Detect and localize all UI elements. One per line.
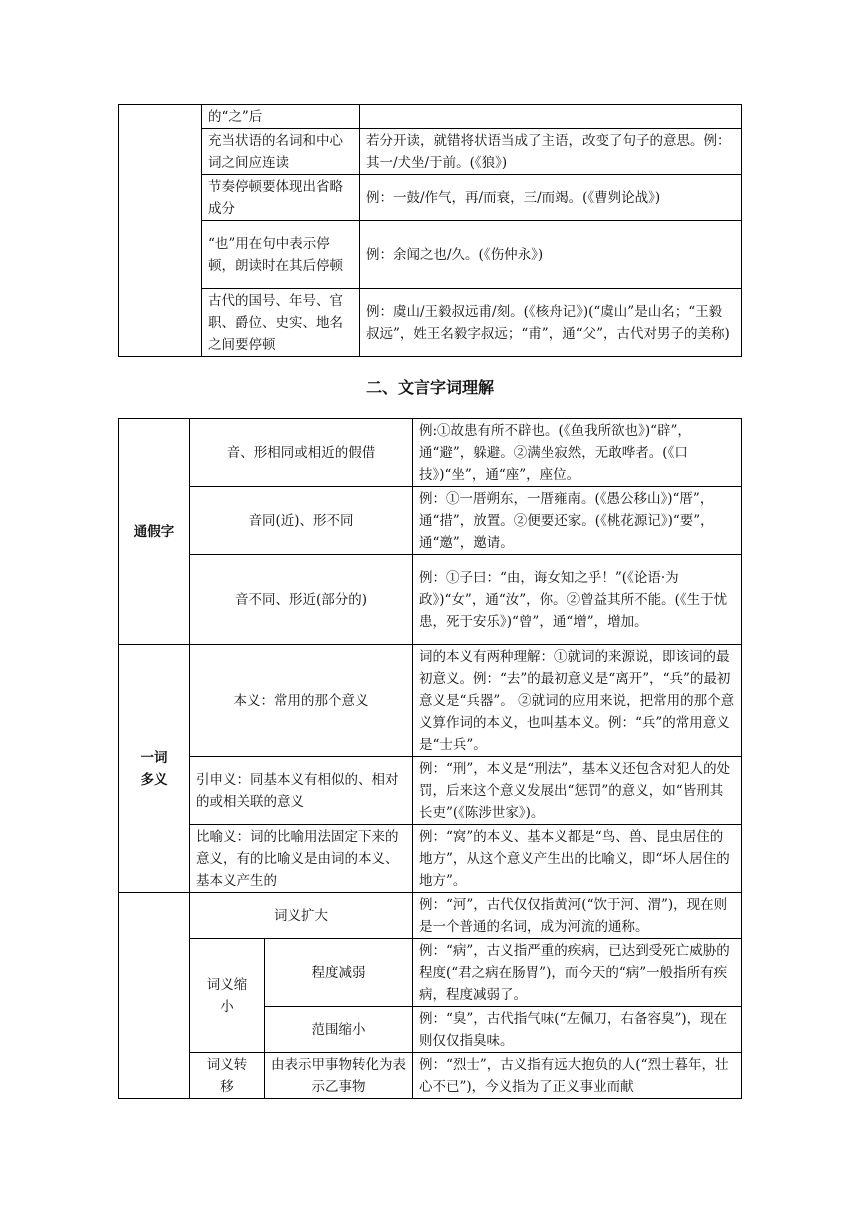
type-cell: 程度减弱 — [265, 939, 413, 1007]
example-cell: 例：一鼓/作气，再/而衰，三/而竭。(《曹刿论战》) — [360, 175, 742, 221]
example-cell: 例：“窝”的本义、基本义都是“鸟、兽、昆虫居住的地方”，从这个意义产生出的比喻义，即“坏人居住的地方”。 — [413, 825, 742, 893]
word-understanding-table — [118, 418, 742, 1099]
type-cell: 范围缩小 — [265, 1007, 413, 1053]
example-cell: 若分开读，就错将状语当成了主语，改变了句子的意思。例：其一/犬坐/于前。(《狼》) — [360, 129, 742, 175]
category-cell-empty — [119, 893, 190, 1099]
example-cell: 例：“烈士”，古义指有远大抱负的人(“烈士暮年，壮心不已”)，今义指为了正义事业而献 — [413, 1053, 742, 1099]
type-cell: 词义扩大 — [190, 893, 413, 939]
category-tongjiazi: 通假字 — [119, 419, 190, 645]
example-cell — [360, 105, 742, 129]
example-cell: 词的本义有两种理解：①就词的来源说，即该词的最初意义。例：“去”的最初意义是“离开”，“兵”的最初意义是“兵器”。 ②就词的应用来说，把常用的那个意义算作词的本义，也叫基本义。例：“兵”的常用意义是“士兵”。 — [413, 645, 742, 757]
example-cell: 例：余闻之也/久。(《伤仲永》) — [360, 221, 742, 289]
type-cell: 由表示甲事物转化为表示乙事物 — [265, 1053, 413, 1099]
rule-cell: 充当状语的名词和中心词之间应连读 — [202, 129, 360, 175]
example-cell: 例：“病”，古义指严重的疾病，已达到受死亡威胁的程度(“君之病在肠胃”)，而今天的“病”一般指所有疾病，程度减弱了。 — [413, 939, 742, 1007]
example-cell: 例:①故患有所不辟也。(《鱼我所欲也》)“辟”，通“避”，躲避。②满坐寂然，无敢哗者。(《口技》)“坐”，通“座”，座位。 — [413, 419, 742, 487]
example-cell: 例：“臭”，古代指气味(“左佩刀，右备容臭”)，现在则仅仅指臭味。 — [413, 1007, 742, 1053]
type-cell: 引申义：同基本义有相似的、相对的或相关联的意义 — [190, 757, 413, 825]
rule-cell: 节奏停顿要体现出省略成分 — [202, 175, 360, 221]
category-cell-empty — [119, 105, 202, 357]
type-cell: 音、形相同或相近的假借 — [190, 419, 413, 487]
example-cell: 例：①一厝朔东，一厝雍南。(《愚公移山》)“厝”，通“措”，放置。②便要还家。(《桃花源记》)“要”，通“邀”，邀请。 — [413, 487, 742, 555]
example-cell: 例：虞山/王毅叔远甫/刻。(《核舟记》)(“虞山”是山名；“王毅叔远”，姓王名毅字叔远；“甫”，通“父”，古代对男子的美称) — [360, 289, 742, 357]
section-title: 二、文言字词理解 — [365, 378, 494, 397]
rule-cell: 的“之”后 — [202, 105, 360, 129]
subcategory-zhuanyi: 词义转移 — [190, 1053, 265, 1099]
type-cell: 音同(近)、形不同 — [190, 487, 413, 555]
subcategory-suoxiao: 词义缩小 — [190, 939, 265, 1053]
type-cell: 音不同、形近(部分的) — [190, 555, 413, 645]
rule-cell: 古代的国号、年号、官职、爵位、史实、地名之间要停顿 — [202, 289, 360, 357]
example-cell: 例：“河”，古代仅仅指黄河(“饮于河、渭”)，现在则是一个普通的名词，成为河流的通称。 — [413, 893, 742, 939]
rule-cell: “也”用在句中表示停顿，朗读时在其后停顿 — [202, 221, 360, 289]
type-cell: 本义：常用的那个意义 — [190, 645, 413, 757]
pause-rules-table — [118, 104, 742, 357]
category-yiciduoyi: 一词多义 — [119, 645, 190, 893]
type-cell: 比喻义：词的比喻用法固定下来的意义，有的比喻义是由词的本义、基本义产生的 — [190, 825, 413, 893]
example-cell: 例：①子曰：“由，诲女知之乎！”(《论语·为政》)“女”，通“汝”，你。②曾益其所不能。(《生于忧患，死于安乐》)“曾”，通“增”，增加。 — [413, 555, 742, 645]
example-cell: 例：“刑”，本义是“刑法”，基本义还包含对犯人的处罚，后来这个意义发展出“惩罚”的意义，如“皆刑其长吏”(《陈涉世家》)。 — [413, 757, 742, 825]
